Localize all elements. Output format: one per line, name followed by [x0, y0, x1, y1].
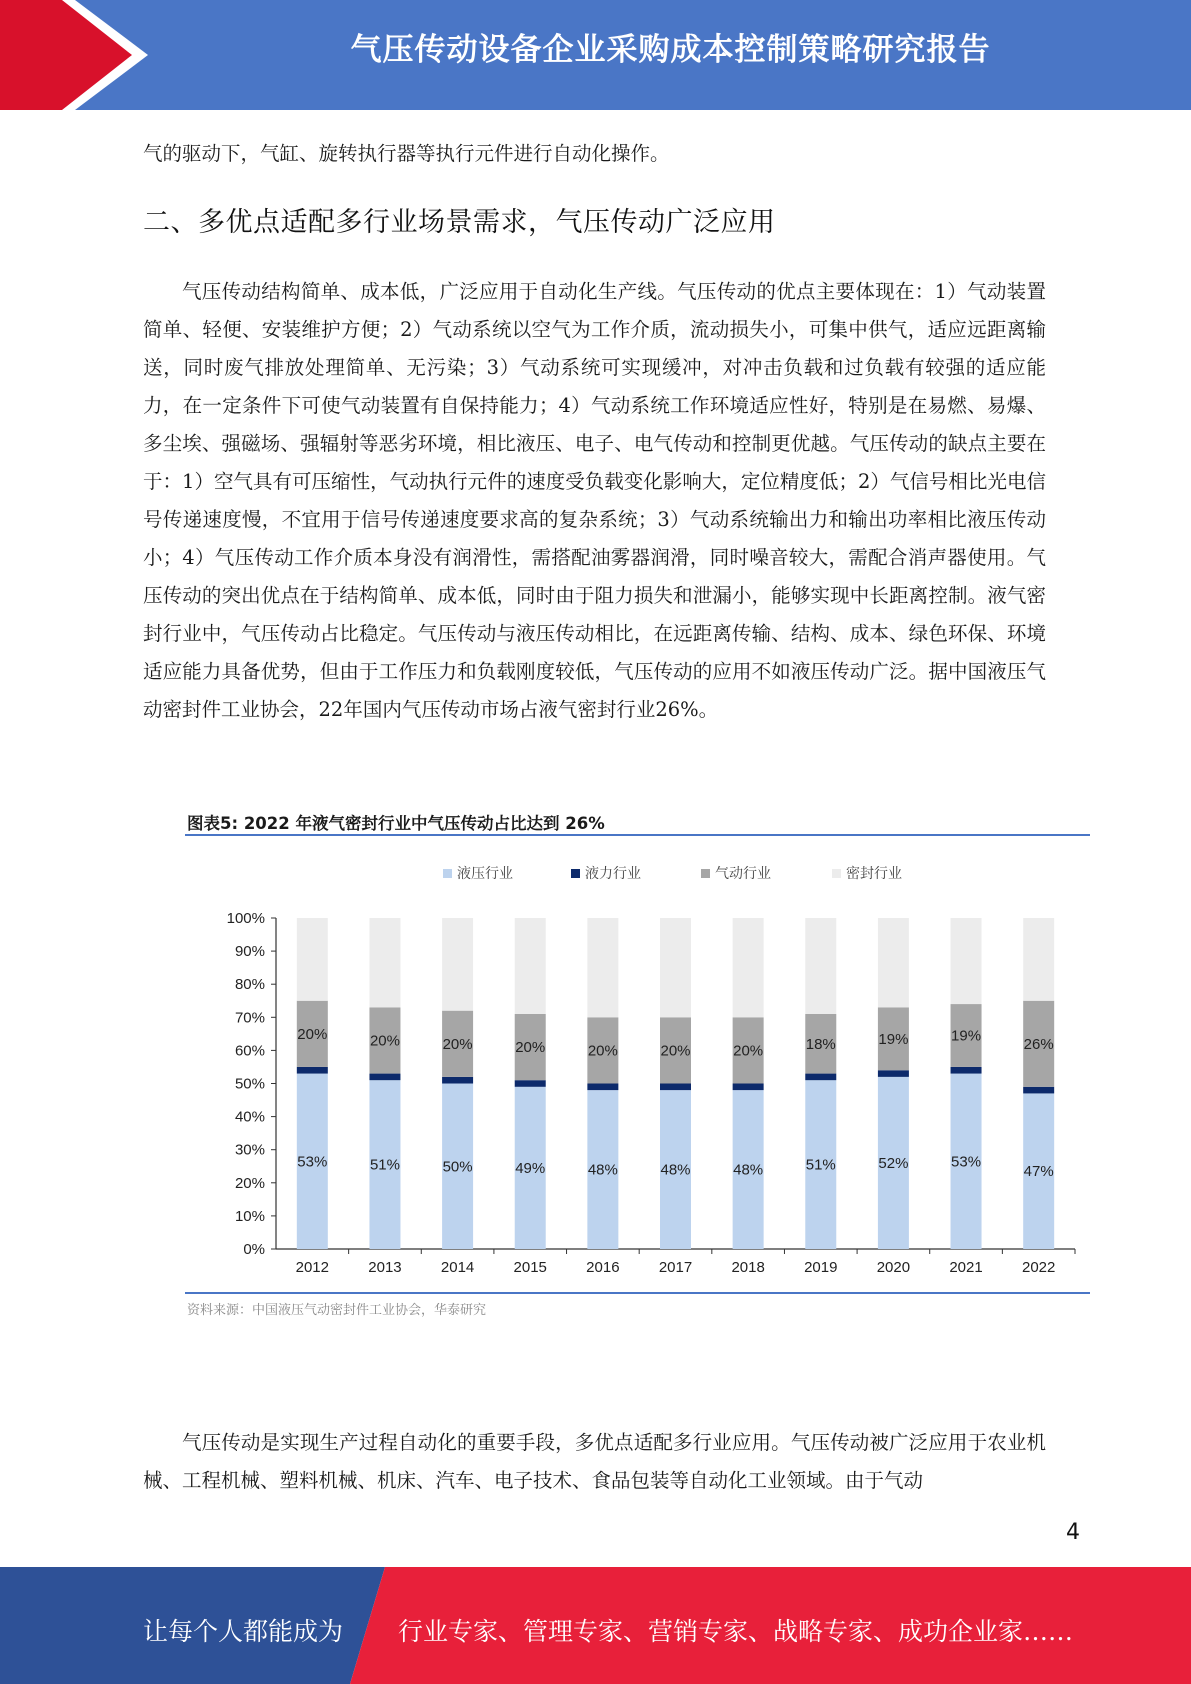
data-label: 18% — [805, 1035, 836, 1053]
bar-segment — [878, 918, 909, 1007]
body-paragraph-2: 气压传动是实现生产过程自动化的重要手段，多优点适配多行业应用。气压传动被广泛应用于农业机械、工程机械、塑料机械、机床、汽车、电子技术、食品包装等自动化工业领域。由于气动 — [143, 1431, 1046, 1492]
bar-segment — [733, 918, 764, 1017]
data-label: 48% — [660, 1161, 691, 1179]
data-label: 48% — [733, 1161, 764, 1179]
y-tick-label: 100% — [226, 910, 265, 927]
bar-segment — [297, 918, 328, 1001]
report-title: 气压传动设备企业采购成本控制策略研究报告 — [350, 32, 991, 68]
figure-bottom-rule — [185, 1292, 1090, 1294]
bar-segment — [660, 918, 691, 1017]
data-label: 19% — [951, 1027, 982, 1045]
data-label: 47% — [1023, 1163, 1054, 1181]
data-label: 20% — [442, 1035, 473, 1053]
data-label: 50% — [442, 1158, 473, 1176]
data-label: 49% — [515, 1159, 546, 1177]
data-label: 53% — [297, 1153, 328, 1171]
data-label: 19% — [878, 1030, 909, 1048]
data-label: 51% — [805, 1156, 836, 1174]
data-label: 20% — [515, 1039, 546, 1057]
footer-slogan-right: 行业专家、管理专家、营销专家、战略专家、成功企业家…… — [398, 1617, 1074, 1646]
bar-segment — [369, 1074, 400, 1081]
bar-segment — [369, 918, 400, 1007]
bar-segment — [951, 1067, 982, 1074]
bar-segment — [878, 1070, 909, 1077]
data-label: 20% — [660, 1042, 691, 1060]
bar-segment — [805, 918, 836, 1014]
intro-text: 气的驱动下，气缸、旋转执行器等执行元件进行自动化操作。 — [143, 142, 670, 165]
y-tick-label: 70% — [234, 1009, 265, 1027]
bar-segment — [805, 1074, 836, 1081]
x-tick-label: 2020 — [876, 1259, 911, 1276]
x-tick-label: 2016 — [586, 1259, 620, 1276]
header-chevron-decoration — [0, 0, 160, 110]
y-tick-label: 80% — [234, 976, 265, 994]
figure-source: 资料来源：中国液压气动密封件工业协会，华泰研究 — [187, 1303, 487, 1318]
body-paragraph-1: 气压传动结构简单、成本低，广泛应用于自动化生产线。气压传动的优点主要体现在：1）气动装置简单、轻便、安装维护方便；2）气动系统以空气为工作介质，流动损失小，可集中供气，适应远距离输送，同时废气排放处理简单、无污染；3）气动系统可实现缓冲，对冲击负载和过负载有较强的适应能力，在一定条件下可使气动装置有自保持能力；4）气动系统工作环境适应性好，特别是在易燃、易爆、多尘埃、强磁场、强辐射等恶劣环境，相比液压、电子、电气传动和控制更优越。气压传动的缺点主要在于：1）空气具有可压缩性，气动执行元件的速度受负载变化影响大，定位精度低；2）气信号相比光电信号传递速度慢，不宜用于信号传递速度要求高的复杂系统；3）气动系统输出力和输出功率相比液压传动小；4）气压传动工作介质本身没有润滑性，需搭配油雾器润滑，同时噪音较大，需配合消声器使用。气压传动的突出优点在于结构简单、成本低，同时由于阻力损失和泄漏小，能够实现中长距离控制。液气密封行业中，气压传动占比稳定。气压传动与液压传动相比，在远距离传输、结构、成本、绿色环保、环境适应能力具备优势，但由于工作压力和负载刚度较低，气压传动的应用不如液压传动广泛。据中国液压气动密封件工业协会，22年国内气压传动市场占液气密封行业26%。 — [143, 280, 1046, 721]
bar-segment — [587, 918, 618, 1017]
y-tick-label: 90% — [234, 943, 265, 961]
legend-swatch — [701, 869, 710, 878]
page-footer — [0, 1567, 1191, 1684]
data-label: 20% — [369, 1032, 400, 1050]
legend-label: 液压行业 — [457, 865, 513, 881]
x-tick-label: 2014 — [440, 1259, 475, 1276]
bar-segment — [660, 1084, 691, 1091]
data-label: 20% — [733, 1042, 764, 1060]
section-heading: 二、多优点适配多行业场景需求，气压传动广泛应用 — [143, 207, 776, 238]
data-label: 20% — [297, 1025, 328, 1043]
y-tick-label: 10% — [234, 1207, 265, 1225]
y-tick-label: 50% — [234, 1075, 265, 1093]
data-label: 53% — [951, 1153, 982, 1171]
data-label: 20% — [587, 1042, 618, 1060]
bar-segment — [1023, 918, 1054, 1001]
stacked-bar-chart — [185, 840, 1090, 1290]
x-tick-label: 2022 — [1021, 1259, 1056, 1276]
bar-segment — [733, 1084, 764, 1091]
data-label: 51% — [369, 1156, 400, 1174]
bar-segment — [515, 918, 546, 1014]
bar-segment — [442, 1077, 473, 1084]
y-tick-label: 0% — [243, 1241, 265, 1258]
page-number: 4 — [1066, 1520, 1080, 1545]
legend-label: 液力行业 — [585, 865, 641, 881]
legend-label: 密封行业 — [846, 865, 902, 881]
y-tick-label: 60% — [234, 1042, 265, 1060]
figure-top-rule — [185, 834, 1090, 836]
x-tick-label: 2013 — [368, 1259, 402, 1276]
legend-swatch — [443, 869, 452, 878]
bar-segment — [515, 1080, 546, 1087]
figure-title: 图表5: 2022 年液气密封行业中气压传动占比达到 26% — [187, 814, 605, 833]
data-label: 26% — [1023, 1035, 1054, 1053]
y-tick-label: 30% — [234, 1141, 265, 1159]
x-tick-label: 2019 — [804, 1259, 838, 1276]
y-tick-label: 20% — [234, 1174, 265, 1192]
bar-segment — [587, 1084, 618, 1091]
legend-swatch — [832, 869, 841, 878]
page-header — [0, 0, 1191, 110]
x-tick-label: 2021 — [949, 1259, 983, 1276]
bar-segment — [297, 1067, 328, 1074]
data-label: 52% — [878, 1154, 909, 1172]
bar-segment — [1023, 1087, 1054, 1094]
bar-segment — [442, 918, 473, 1011]
x-tick-label: 2015 — [513, 1259, 547, 1276]
legend-label: 气动行业 — [715, 865, 771, 881]
legend-swatch — [571, 869, 580, 878]
footer-slogan-left: 让每个人都能成为 — [143, 1617, 344, 1646]
bar-segment — [951, 918, 982, 1004]
y-tick-label: 40% — [234, 1108, 265, 1126]
x-tick-label: 2018 — [731, 1259, 765, 1276]
data-label: 48% — [587, 1161, 618, 1179]
x-tick-label: 2017 — [658, 1259, 693, 1276]
x-tick-label: 2012 — [295, 1259, 330, 1276]
